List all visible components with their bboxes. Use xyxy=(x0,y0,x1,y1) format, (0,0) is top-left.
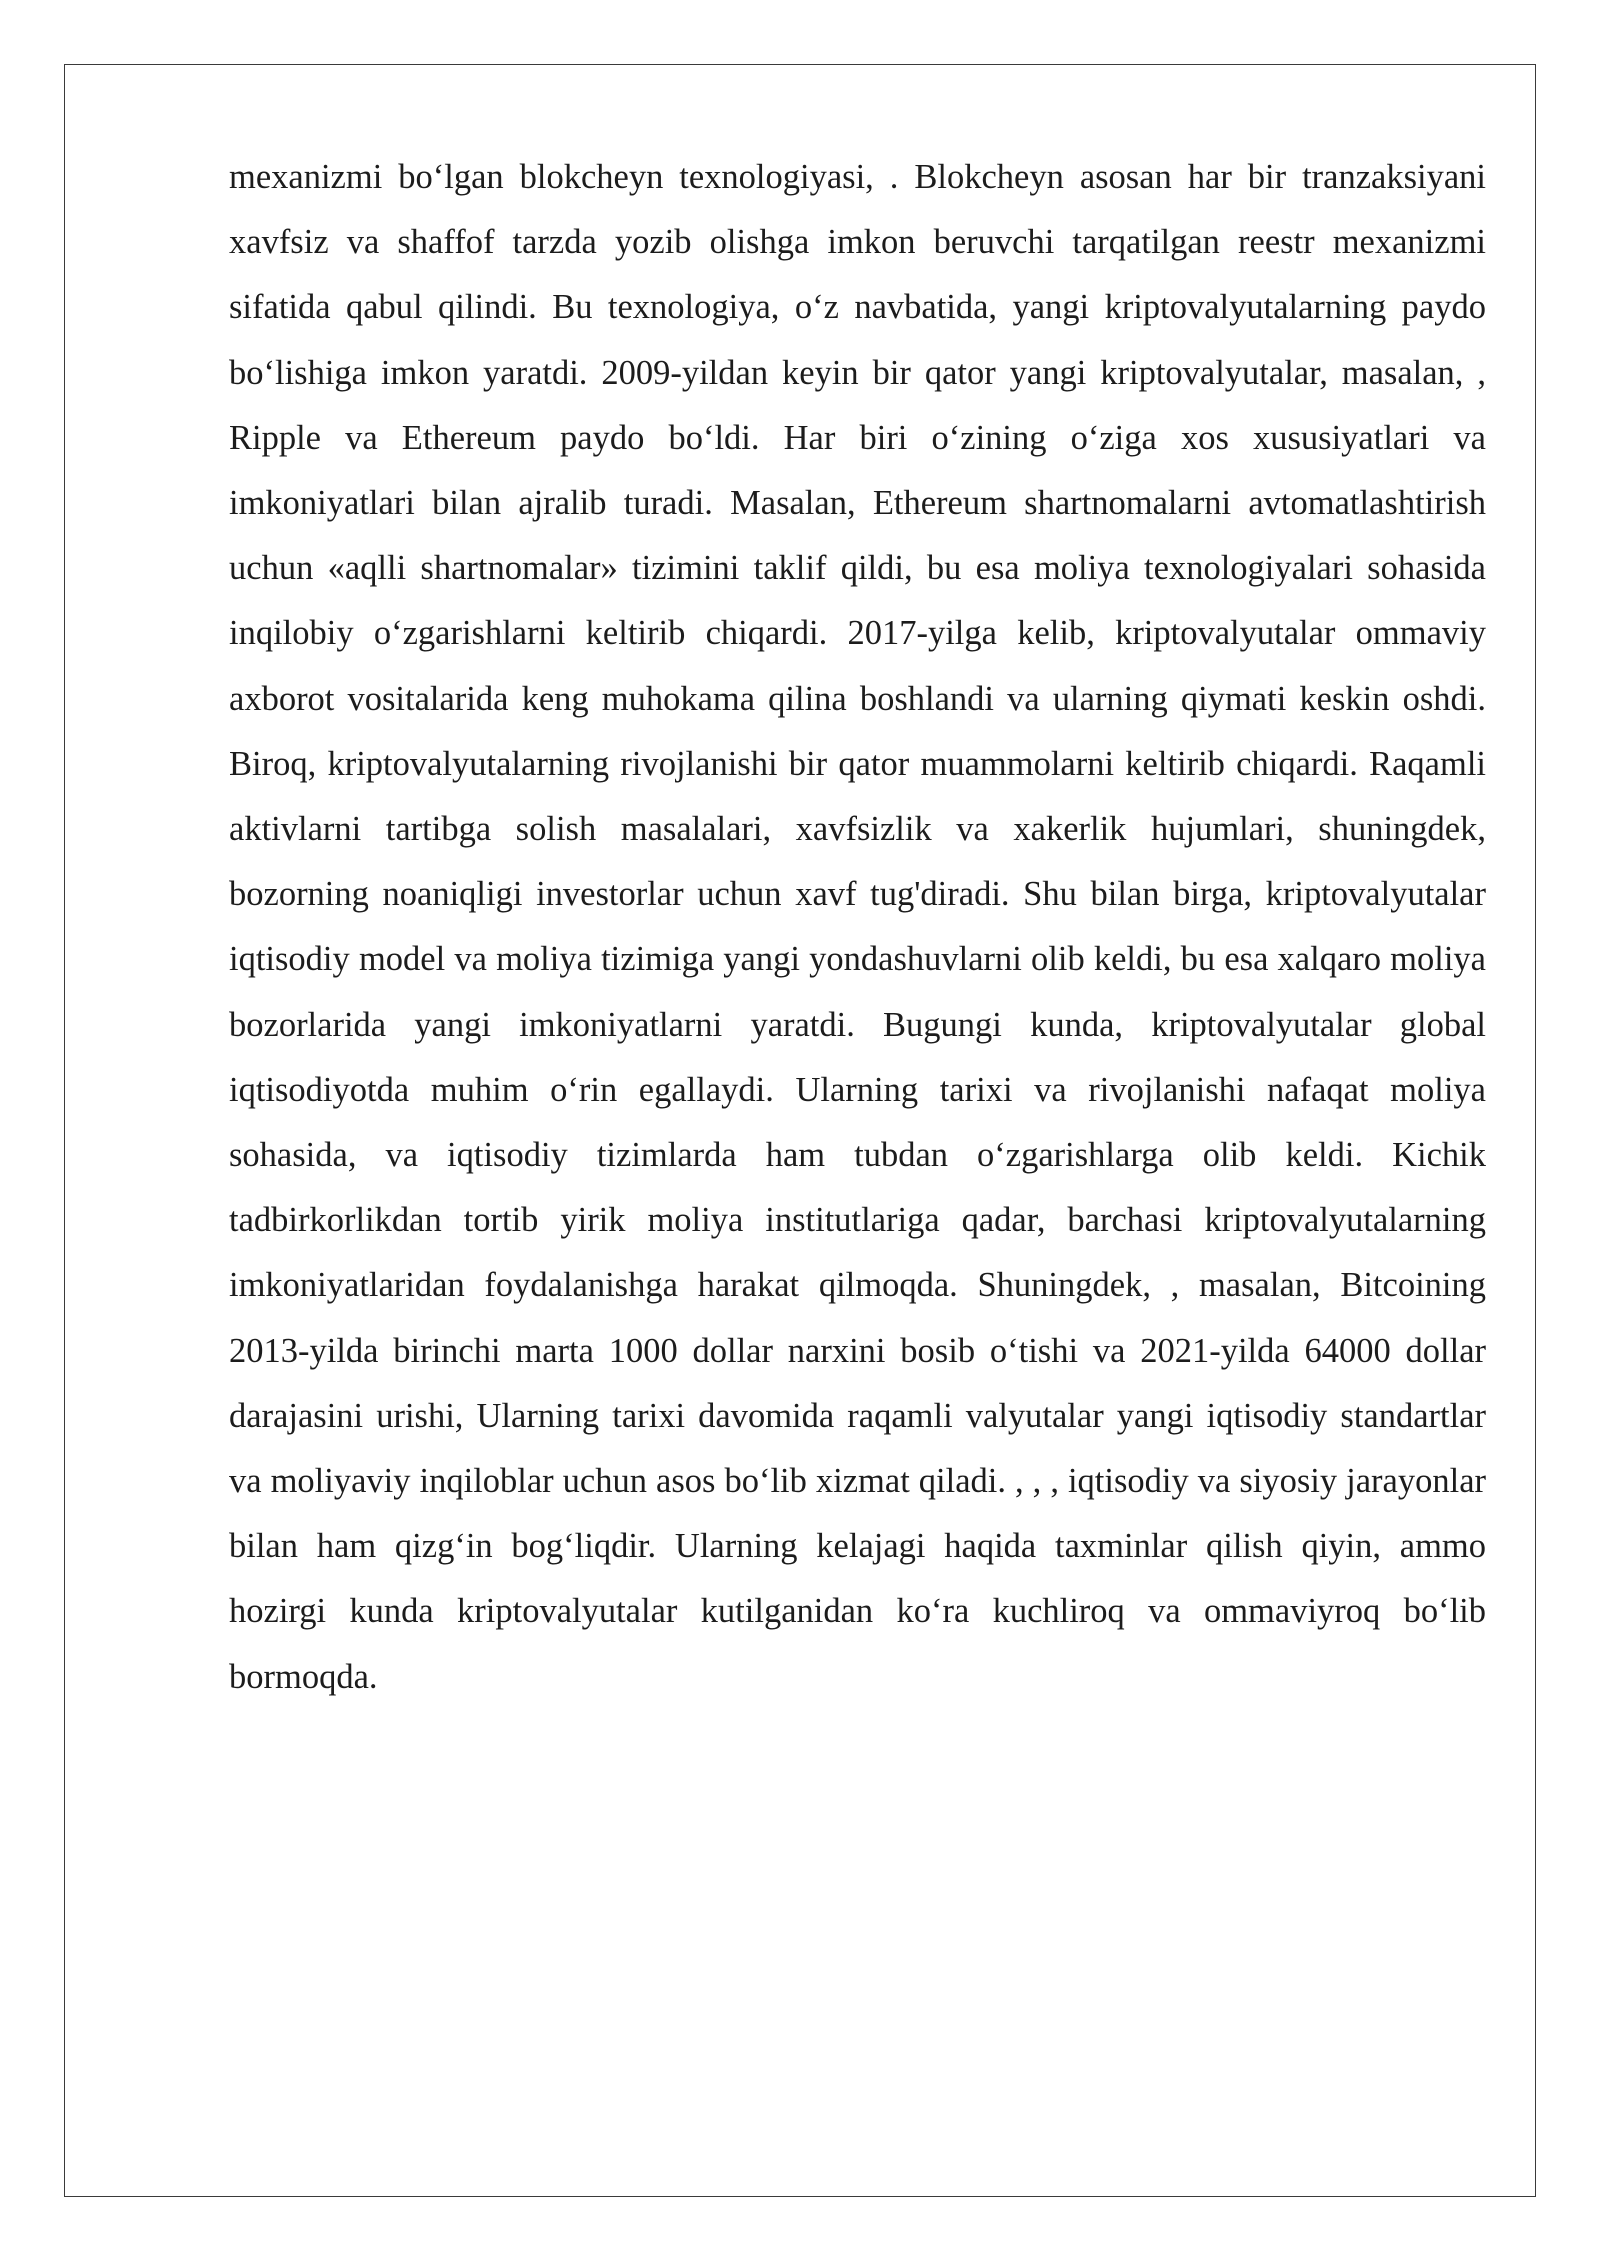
body-paragraph: mexanizmi bo‘lgan blokcheyn texnologiyasi, . Blokcheyn asosan har bir tranzaksiyani xavfsiz va shaffof tarzda yozib olishga imkon beruvchi tarqatilgan reestr mexanizmi sifatida qabul qilindi. Bu texnologiya, o‘z navbatida, yangi kriptovalyutalarning paydo bo‘lishiga imkon yaratdi. 2009-yildan keyin bir qator yangi kriptovalyutalar, masalan, , Ripple va Ethereum paydo bo‘ldi. Har biri o‘zining o‘ziga xos xususiyatlari va imkoniyatlari bilan ajralib turadi. Masalan, Ethereum shartnomalarni avtomatlashtirish uchun «aqlli shartnomalar» tizimini taklif qildi, bu esa moliya texnologiyalari sohasida inqilobiy o‘zgarishlarni keltirib chiqardi. 2017-yilga kelib, kriptovalyutalar ommaviy axborot vositalarida keng muhokama qilina boshlandi va ularning qiymati keskin oshdi. Biroq, kriptovalyutalarning rivojlanishi bir qator muammolarni keltirib chiqardi. Raqamli aktivlarni tartibga solish masalalari, xavfsizlik va xakerlik hujumlari, shuningdek, bozorning noaniqligi investorlar uchun xavf tug'diradi. Shu bilan birga, kriptovalyutalar iqtisodiy model va moliya tizimiga yangi yondashuvlarni olib keldi, bu esa xalqaro moliya bozorlarida yangi imkoniyatlarni yaratdi. Bugungi kunda, kriptovalyutalar global iqtisodiyotda muhim o‘rin egallaydi. Ularning tarixi va rivojlanishi nafaqat moliya sohasida, va iqtisodiy tizimlarda ham tubdan o‘zgarishlarga olib keldi. Kichik tadbirkorlikdan tortib yirik moliya institutlariga qadar, barchasi kriptovalyutalarning imkoniyatlaridan foydalanishga harakat qilmoqda. Shuningdek, , masalan, Bitcoining 2013-yilda birinchi marta 1000 dollar narxini bosib o‘tishi va 2021-yilda 64000 dollar darajasini urishi, Ularning tarixi davomida raqamli valyutalar yangi iqtisodiy standartlar va moliyaviy inqiloblar uchun asos bo‘lib xizmat qiladi. , , , iqtisodiy va siyosiy jarayonlar bilan ham qizg‘in bog‘liqdir. Ularning kelajagi haqida taxminlar qilish qiyin, ammo hozirgi kunda kriptovalyutalar kutilganidan ko‘ra kuchliroq va ommaviyroq bo‘lib bormoqda. xyxy=(229,158,1486,1696)
